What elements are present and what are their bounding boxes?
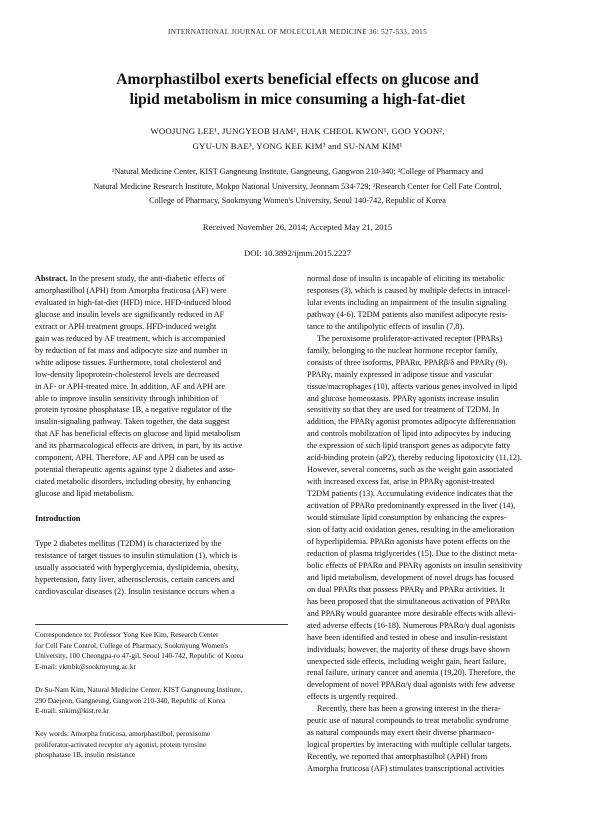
second-contact-note (35, 685, 288, 717)
body-line: sion of fatty acid oxidation genes, resulting in the amelioration (307, 525, 515, 535)
body-line: T2DM patients (13). Accumulating evidence indicates that the (307, 489, 513, 499)
body-line: PPARγ, mainly expressed in adipose tissue and vascular (307, 369, 493, 379)
introduction-text (35, 538, 288, 598)
abstract-line: and its pharmacological effects are driven, in part, by its active (35, 441, 243, 451)
body-line: has been proposed that the simultaneous activation of PPARα (307, 596, 510, 606)
title-line: lipid metabolism in mice consuming a high-fat-diet (129, 91, 466, 108)
body-line: Recently, there has been a growing interest in the thera- (317, 704, 501, 714)
contact-line: 290 Daejeon, Gangneung, Gangwon 210-340, Republic of Korea (35, 695, 226, 705)
running-head: INTERNATIONAL JOURNAL OF MOLECULAR MEDICINE 36: 527-533, 2015 (168, 28, 427, 36)
keywords-note (35, 729, 288, 761)
intro-heading: Introduction (35, 514, 81, 523)
body-line: have been identified and tested in obese and insulin-resistant (307, 632, 508, 642)
body-line: and lipid metabolism, development of novel drugs has focused (307, 572, 514, 582)
body-line: responses (3), which is caused by multiple defects in intracel- (307, 285, 511, 295)
body-line: and PPARγ would guarantee more desirable effects with allevi- (307, 608, 516, 618)
affiliation-line: ¹Natural Medicine Center, KIST Gangneung Institute, Gangneung, Gangwon 210-340; ²College of Pharmacy and (111, 167, 484, 176)
body-line: However, several concerns, such as the weight gain associated (307, 465, 513, 475)
abstract-line: insulin-signaling pathway. Taken together, the data suggest (35, 417, 230, 427)
body-line: development of novel PPARα/γ dual agonists with few adverse (307, 680, 515, 690)
body-line: lular events including an impairment of the insulin signaling (307, 297, 507, 307)
body-line: effects is urgently required. (307, 692, 398, 702)
intro-line: usually associated with hyperglycemia, dyslipidemia, obesity, (35, 562, 239, 572)
body-line: tissue/macrophages (10), affects various genes involved in lipid (307, 381, 518, 391)
body-line: with increased excess fat, arise in PPARγ agonist-treated (307, 477, 495, 487)
body-line: renal failure, urinary cancer and anemia (19,20). Therefore, the (307, 668, 516, 678)
abstract-line: component, APH. Therefore, AF and APH can be used as (35, 453, 225, 463)
intro-line: Type 2 diabetes mellitus (T2DM) is characterized by the (35, 539, 222, 548)
intro-line: resistance of target tissues to insulin stimulation (1), which is (35, 550, 237, 560)
body-line: and glucose homeostasis. PPARγ agonists increase insulin (307, 393, 499, 403)
abstract-line: able to improve insulin sensitivity through inhibition of (35, 393, 219, 403)
doi: DOI: 10.3892/ijmm.2015.2227 (244, 248, 351, 258)
body-line: unexpected side effects, including weight gain, heart failure, (307, 656, 507, 666)
body-line: The peroxisome proliferator-activated receptor (PPARs) (317, 333, 503, 343)
abstract (35, 273, 288, 500)
abstract-line: evaluated in high-fat-diet (HFD) mice. HFD-induced blood (35, 297, 231, 307)
abstract-line: In the present study, the anti-diabetic effects of (67, 274, 225, 283)
body-line: reduction of plasma triglycerides (15). Due to the distinct meta- (307, 548, 518, 558)
abstract-line: potential therapeutic agents against type 2 diabetes and asso- (35, 465, 236, 475)
body-line: peutic use of natural compounds to treat metabolic syndrome (307, 716, 509, 726)
body-line: as natural compounds may exert their diverse pharmaco- (307, 728, 495, 738)
abstract-line: white adipose tissues. Furthermore, total cholesterol and (35, 357, 222, 367)
abstract-label: Abstract. (35, 274, 68, 283)
author-line: WOOJUNG LEE¹, JUNGYEOB HAM¹, HAK CHEOL KWON¹, GOO YOON², (150, 126, 445, 136)
author-list (40, 124, 555, 154)
body-line: the expression of such lipid transport genes as adipocyte fatty (307, 441, 511, 451)
correspondence-note (35, 630, 288, 672)
abstract-line: low-density lipoprotein-cholesterol levels are decreased (35, 369, 220, 379)
body-right-column (307, 273, 560, 775)
body-line: bolic effects of PPARα and PPARγ agonists on insulin sensitivity (307, 560, 523, 570)
correspondence-email[interactable]: E-mail: ykmbk@sookmyung.ac.kr (35, 661, 136, 671)
keywords-line: proliferator-activated receptor α/γ agonist, protein tyrosine (35, 739, 207, 749)
body-line: family, belonging to the nuclear hormone receptor family, (307, 345, 498, 355)
correspondence-line: University, 100 Cheongpa-ro 47-gil, Seoul 140-742, Republic of Korea (35, 651, 244, 661)
author-line: GYU-UN BAE³, YONG KEE KIM³ and SU-NAM KIM¹ (192, 141, 403, 151)
intro-line: hypertension, fatty liver, atherosclerosis, certain cancers and (35, 574, 235, 584)
body-line: acid-binding protein (aP2), thereby reducing lipotoxicity (11,12). (307, 453, 522, 463)
body-line: activation of PPARα predominantly expressed in the liver (14), (307, 501, 516, 511)
body-line: ated adverse effects (16-18). Numerous PPARα/γ dual agonists (307, 620, 515, 630)
abstract-line: glucose and lipid metabolism. (35, 489, 134, 499)
affiliation-line: College of Pharmacy, Sookmyung Women's University, Seoul 140-742, Republic of Korea (149, 196, 446, 205)
abstract-line: gain was reduced by AF treatment, which is accompanied (35, 333, 226, 343)
contact-line: Dr Su-Nam Kim, Natural Medicine Center, KIST Gangneung Institute, (35, 685, 243, 694)
body-line: addition, the PPARγ agonist promotes adipocyte differentiation (307, 417, 516, 427)
abstract-line: in AF- or APH-treated mice. In addition, AF and APH are (35, 381, 226, 391)
body-line: Amorpha fruticosa (AF) stimulates transcriptional activities (307, 764, 505, 774)
article-title (40, 70, 555, 110)
title-line: Amorphastilbol exerts beneficial effects on glucose and (116, 71, 479, 88)
body-line: normal dose of insulin is incapable of eliciting its metabolic (307, 274, 505, 283)
footnote-divider (35, 624, 288, 625)
intro-line: cardiovascular diseases (2). Insulin resistance occurs when a (35, 586, 235, 596)
abstract-line: that AF has beneficial effects on glucose and lipid metabolism (35, 429, 241, 439)
keywords-line: Key words: Amorpha fruticosa, amorphastilbol, peroxisome (35, 729, 211, 738)
body-line: Recently, we reported that amorphastilbol (APH) from (307, 752, 488, 762)
body-line: consists of three isoforms, PPARα, PPARβ/δ and PPARγ (9). (307, 357, 508, 367)
body-line: on dual PPARs that possess PPARγ and PPARα activities. It (307, 584, 505, 594)
received-accepted-dates: Received November 26, 2014; Accepted May 21, 2015 (202, 222, 393, 232)
abstract-line: ciated metabolic disorders, including obesity, by enhancing (35, 477, 231, 487)
contact-email[interactable]: E-mail: snkim@kist.re.kr (35, 706, 110, 716)
correspondence-line: for Cell Fate Control, College of Pharmacy, Sookmyung Women's (35, 640, 229, 650)
abstract-line: amorphastilbol (APH) from Amorpha fruticosa (AF) were (35, 285, 227, 295)
abstract-line: glucose and insulin levels are significantly reduced in AF (35, 309, 225, 319)
affiliation-line: Natural Medicine Research Institute, Mokpo National University, Jeonnam 534-729; ³Research Center for Cell Fate Control, (93, 181, 502, 191)
body-line: pathway (4-6). T2DM patients also manifest adipocyte resis- (307, 309, 508, 319)
body-line: sensitivity so that they are used for treatment of T2DM. In (307, 405, 500, 415)
correspondence-line: Correspondence to: Professor Yong Kee Kim, Research Center (35, 630, 219, 639)
keywords-line: phosphatase 1B, insulin resistance (35, 750, 136, 760)
body-line: would stimulate lipid consumption by enhancing the expres- (307, 513, 507, 523)
body-line: individuals; however, the majority of these drugs have shown (307, 644, 510, 654)
body-line: tance to the antilipolytic effects of insulin (7,8). (307, 321, 465, 331)
abstract-line: extract or APH treatment groups. HFD-induced weight (35, 321, 217, 331)
body-line: of hyperlipidemia. PPARα agonists have potent effects on the (307, 536, 510, 546)
abstract-line: by reduction of fat mass and adipocyte size and number in (35, 345, 228, 355)
body-line: and controls mobilization of lipid into adipocytes by inducing (307, 429, 511, 439)
body-line: logical properties by interacting with multiple cellular targets. (307, 740, 512, 750)
abstract-line: protein tyrosine phosphatase 1B, a negative regulator of the (35, 405, 232, 415)
affiliations (40, 165, 555, 209)
